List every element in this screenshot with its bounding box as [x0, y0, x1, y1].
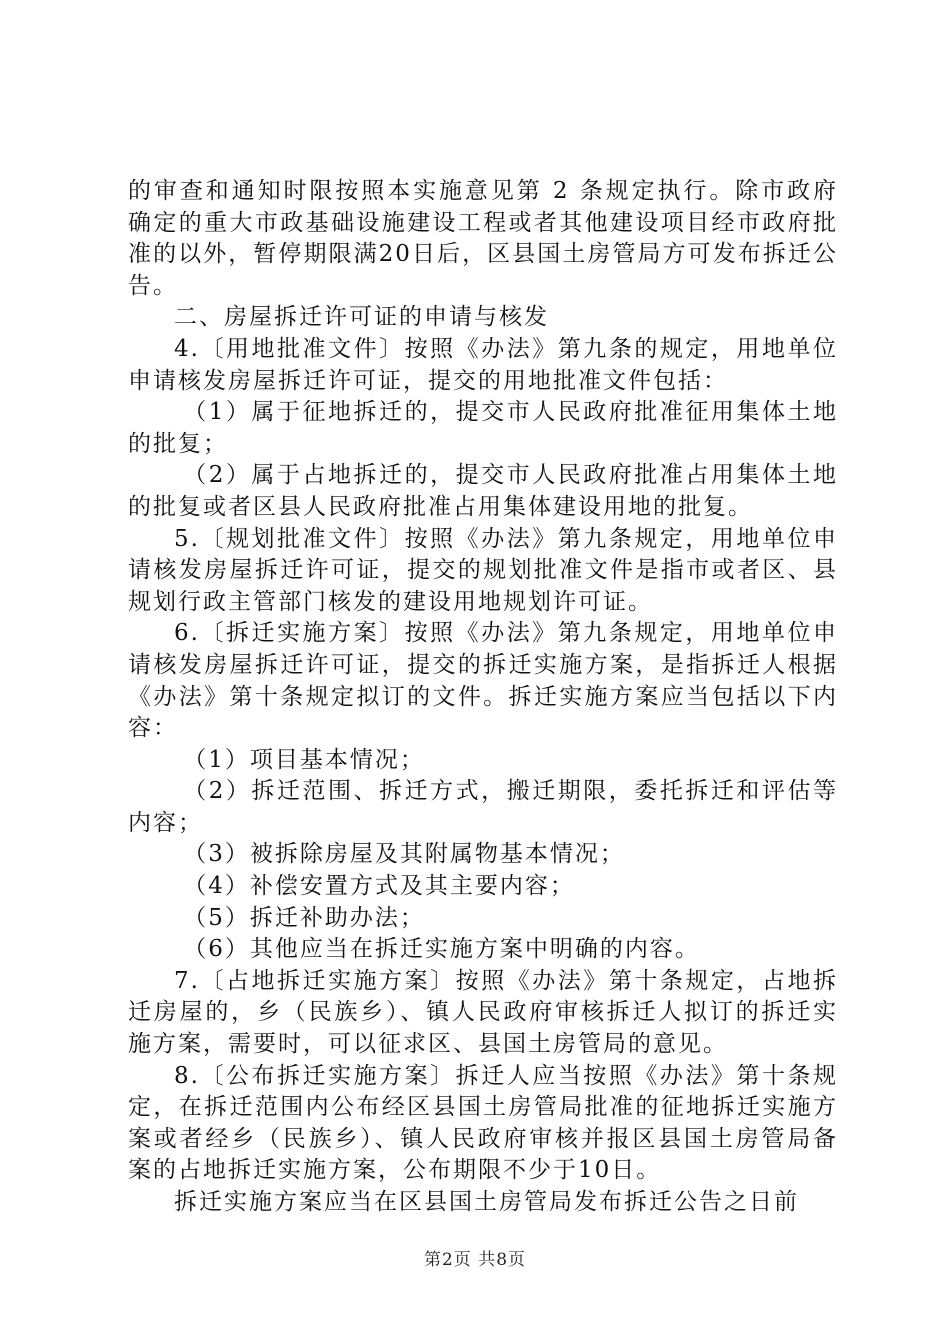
clause-6-item-3: （3）被拆除房屋及其附属物基本情况；: [183, 841, 625, 868]
paragraph-continuation: 的审查和通知时限按照本实施意见第 2 条规定执行。除市政府确定的重大市政基础设施建设工程或者其他建设项目经市政府批准的以外，暂停期限满20日后，区县国土房管局方可发布拆迁公告。: [128, 178, 838, 299]
page-number-footer: 第2页 共8页: [423, 1250, 527, 1270]
clause-4: 4.〔用地批准文件〕按照《办法》第九条的规定，用地单位申请核发房屋拆迁许可证，提交的用地批准文件包括：: [128, 335, 838, 394]
clause-6: 6.〔拆迁实施方案〕按照《办法》第九条规定，用地单位申请核发房屋拆迁许可证，提交的拆迁实施方案，是指拆迁人根据《办法》第十条规定拟订的文件。拆迁实施方案应当包括以下内容：: [128, 620, 838, 742]
clause-6-item-2: （2）拆迁范围、拆迁方式，搬迁期限，委托拆迁和评估等内容；: [128, 778, 838, 836]
clause-4-item-2: （2）属于占地拆迁的，提交市人民政府批准占用集体土地的批复或者区县人民政府批准占用集体建设用地的批复。: [128, 462, 838, 520]
section-heading: 二、房屋拆迁许可证的申请与核发: [174, 304, 549, 331]
paragraph-continued-next-page: 拆迁实施方案应当在区县国土房管局发布拆迁公告之日前: [174, 1189, 799, 1215]
clause-8: 8.〔公布拆迁实施方案〕拆迁人应当按照《办法》第十条规定，在拆迁范围内公布经区县国土房管局批准的征地拆迁实施方案或者经乡（民族乡）、镇人民政府审核并报区县国土房管局备案的占地拆迁实施方案，公布期限不少于10日。: [128, 1062, 838, 1184]
clause-5: 5.〔规划批准文件〕按照《办法》第九条规定，用地单位申请核发房屋拆迁许可证，提交的规划批准文件是指市或者区、县规划行政主管部门核发的建设用地规划许可证。: [128, 525, 838, 615]
clause-4-item-1: （1）属于征地拆迁的，提交市人民政府批准征用集体土地的批复；: [128, 399, 838, 457]
clause-6-item-4: （4）补偿安置方式及其主要内容；: [183, 873, 575, 900]
clause-6-item-1: （1）项目基本情况；: [183, 746, 425, 773]
document-body: [128, 176, 838, 1219]
clause-6-item-5: （5）拆迁补助办法；: [183, 904, 425, 931]
clause-7: 7.〔占地拆迁实施方案〕按照《办法》第十条规定，占地拆迁房屋的，乡（民族乡）、镇人民政府审核拆迁人拟订的拆迁实施方案，需要时，可以征求区、县国土房管局的意见。: [128, 967, 838, 1058]
clause-6-item-6: （6）其他应当在拆迁实施方案中明确的内容。: [183, 936, 700, 963]
